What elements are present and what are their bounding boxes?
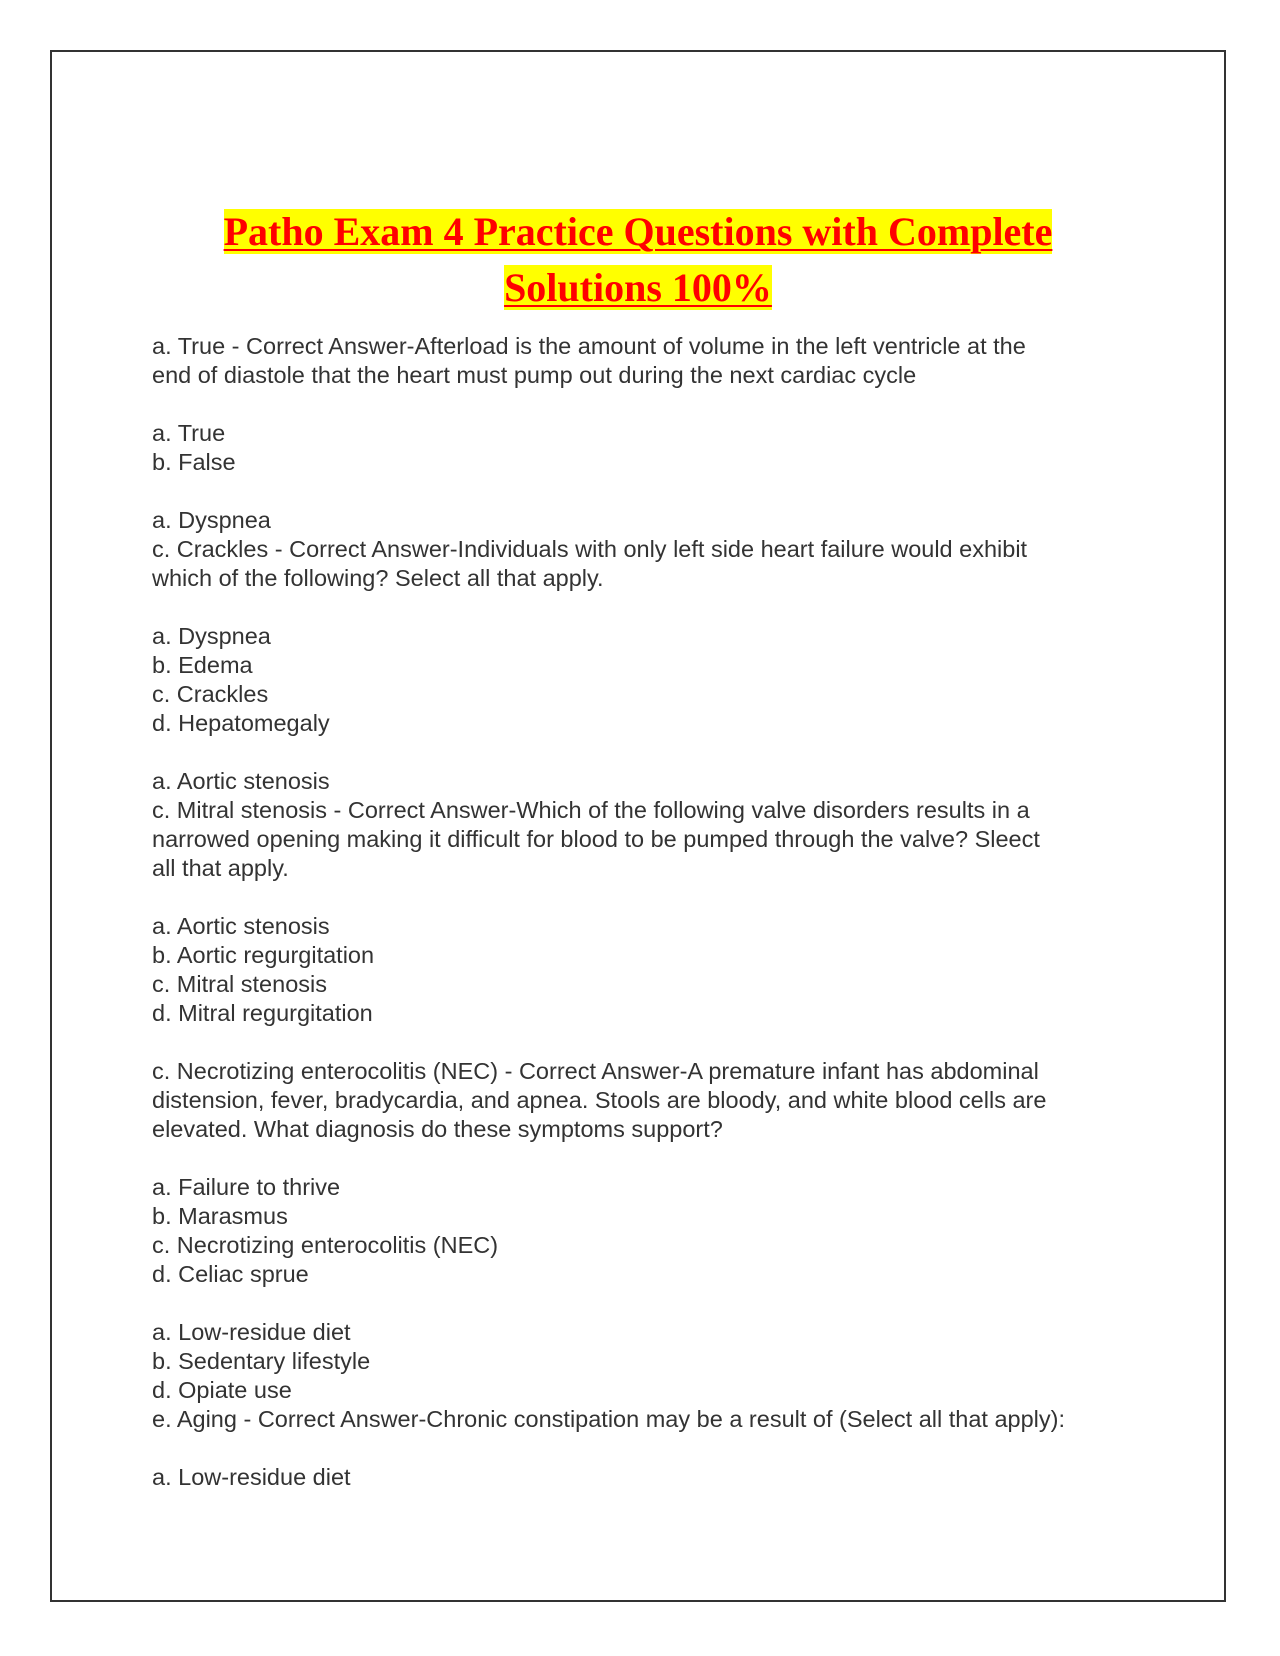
title-line-2: Solutions 100% (504, 265, 772, 310)
question-block (152, 1318, 1152, 1434)
text-line: distension, fever, bradycardia, and apnea. Stools are bloody, and white blood cells are (152, 1087, 1047, 1113)
option-line: a. Aortic stenosis (152, 913, 330, 939)
text-line: a. True - Correct Answer-Afterload is the amount of volume in the left ventricle at the (152, 333, 1026, 359)
text-line: end of diastole that the heart must pump out during the next cardiac cycle (152, 362, 917, 388)
options-block (152, 1463, 1152, 1492)
option-line: c. Crackles (152, 681, 269, 707)
option-line: d. Celiac sprue (152, 1261, 309, 1287)
text-line: a. Dyspnea (152, 507, 271, 533)
text-line: a. Low-residue diet (152, 1319, 351, 1345)
option-line: a. True (152, 420, 226, 446)
text-line: a. Aortic stenosis (152, 768, 330, 794)
text-line: e. Aging - Correct Answer-Chronic constipation may be a result of (Select all that apply): (152, 1406, 1066, 1432)
option-line: b. Marasmus (152, 1203, 288, 1229)
option-line: c. Necrotizing enterocolitis (NEC) (152, 1232, 499, 1258)
text-line: c. Mitral stenosis - Correct Answer-Which of the following valve disorders results in a (152, 797, 1030, 823)
option-line: d. Mitral regurgitation (152, 1000, 373, 1026)
text-line: which of the following? Select all that apply. (152, 565, 604, 591)
question-block (152, 1057, 1152, 1144)
text-line: b. Sedentary lifestyle (152, 1348, 371, 1374)
option-line: a. Failure to thrive (152, 1174, 341, 1200)
question-block (152, 767, 1152, 883)
text-line: narrowed opening making it difficult for blood to be pumped through the valve? Sleect (152, 826, 1040, 852)
text-line: c. Necrotizing enterocolitis (NEC) - Correct Answer-A premature infant has abdominal (152, 1058, 1039, 1084)
document-body (152, 332, 1152, 1521)
option-line: a. Dyspnea (152, 623, 271, 649)
options-block (152, 912, 1152, 1028)
text-line: all that apply. (152, 855, 289, 881)
options-block (152, 1173, 1152, 1289)
question-block (152, 506, 1152, 593)
text-line: d. Opiate use (152, 1377, 292, 1403)
option-line: b. False (152, 449, 236, 475)
text-line: elevated. What diagnosis do these symptoms support? (152, 1116, 723, 1142)
page-frame (50, 50, 1226, 1602)
text-line: c. Crackles - Correct Answer-Individuals with only left side heart failure would exhibit (152, 536, 1028, 562)
document-title (52, 204, 1224, 316)
question-block (152, 332, 1152, 390)
options-block (152, 622, 1152, 738)
options-block (152, 419, 1152, 477)
option-line: b. Edema (152, 652, 253, 678)
option-line: c. Mitral stenosis (152, 971, 327, 997)
option-line: d. Hepatomegaly (152, 710, 330, 736)
option-line: b. Aortic regurgitation (152, 942, 375, 968)
title-line-1: Patho Exam 4 Practice Questions with Complete (223, 209, 1053, 254)
option-line: a. Low-residue diet (152, 1464, 351, 1490)
